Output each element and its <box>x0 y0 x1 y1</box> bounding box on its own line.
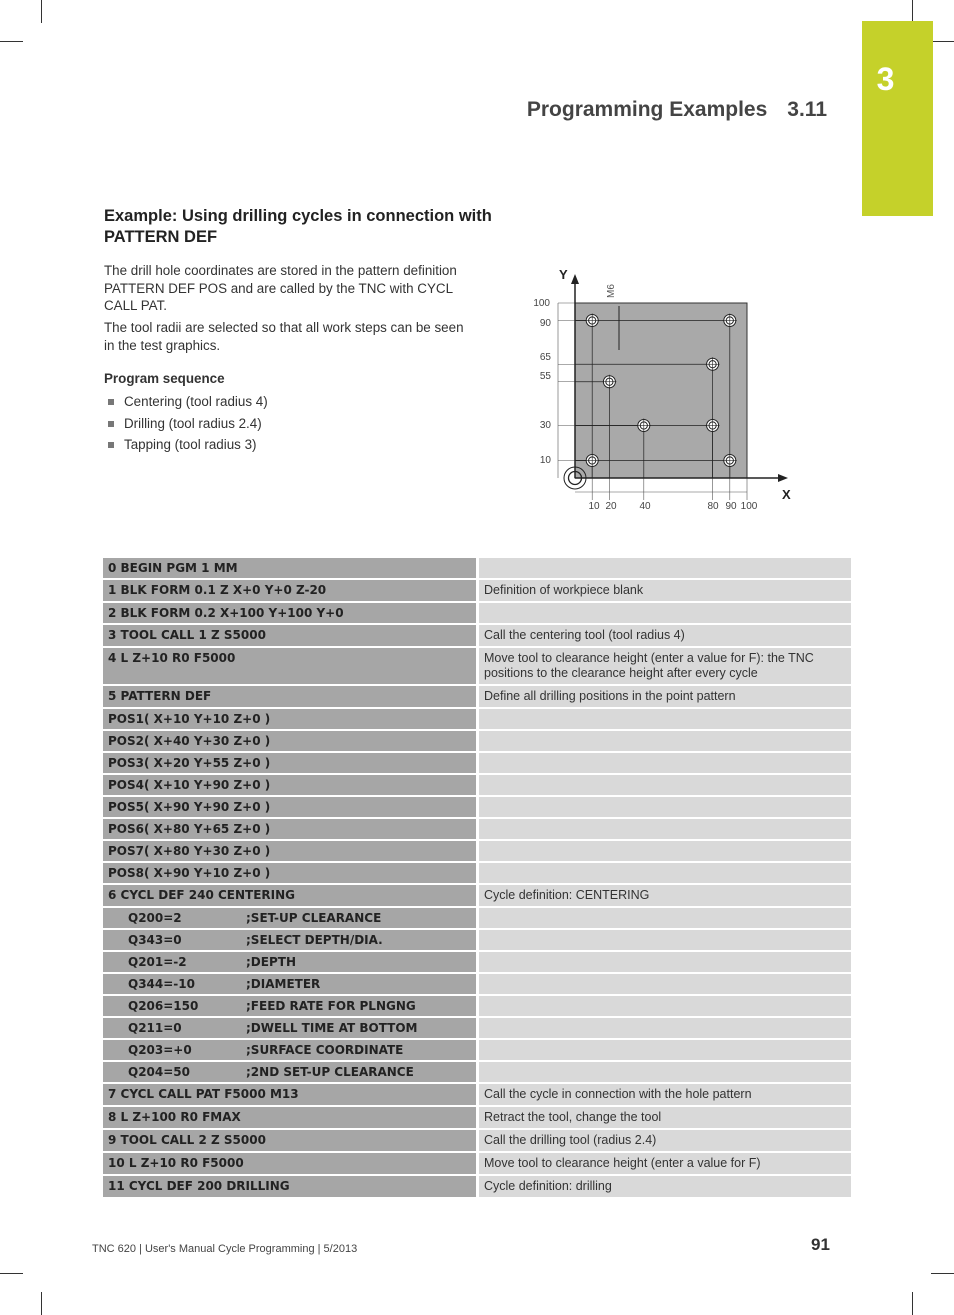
running-header <box>527 98 827 122</box>
cycle-parameter-comment: ;DEPTH <box>246 955 296 969</box>
program-row <box>103 1084 851 1105</box>
cycle-parameter-comment: ;DIAMETER <box>246 977 321 991</box>
program-row <box>103 1062 851 1082</box>
chapter-tab <box>862 21 933 216</box>
program-row <box>103 648 851 684</box>
x-tick-label: 10 <box>588 501 600 512</box>
block-comment <box>476 952 851 972</box>
y-tick-label: 55 <box>539 371 551 382</box>
nc-block <box>103 1062 476 1082</box>
block-comment: Definition of workpiece blank <box>476 580 851 601</box>
program-row <box>103 1040 851 1060</box>
nc-block: 1 BLK FORM 0.1 Z X+0 Y+0 Z-20 <box>103 580 476 601</box>
program-row <box>103 775 851 795</box>
crop-mark <box>41 0 42 23</box>
program-row <box>103 1018 851 1038</box>
cycle-parameter: Q203=+0 <box>128 1043 192 1057</box>
program-row <box>103 996 851 1016</box>
thread-label: M6 <box>606 284 617 298</box>
program-row <box>103 819 851 839</box>
program-row <box>103 1176 851 1197</box>
cycle-parameter: Q200=2 <box>128 911 182 925</box>
nc-block: 11 CYCL DEF 200 DRILLING <box>103 1176 476 1197</box>
block-comment: Cycle definition: CENTERING <box>476 885 851 906</box>
nc-block: 9 TOOL CALL 2 Z S5000 <box>103 1130 476 1151</box>
block-comment <box>476 558 851 578</box>
block-comment: Call the drilling tool (radius 2.4) <box>476 1130 851 1151</box>
bullet-list <box>104 391 268 456</box>
program-row <box>103 731 851 751</box>
cycle-parameter-comment: ;FEED RATE FOR PLNGNG <box>246 999 416 1013</box>
block-comment: Cycle definition: drilling <box>476 1176 851 1197</box>
block-comment <box>476 775 851 795</box>
program-row <box>103 930 851 950</box>
cycle-parameter-comment: ;SURFACE COORDINATE <box>246 1043 404 1057</box>
block-comment <box>476 1040 851 1060</box>
nc-block: 3 TOOL CALL 1 Z S5000 <box>103 625 476 646</box>
example-title: Example: Using drilling cycles in connection with PATTERN DEF <box>104 207 492 246</box>
cycle-parameter-comment: ;2ND SET-UP CLEARANCE <box>246 1065 414 1079</box>
nc-block: 10 L Z+10 R0 F5000 <box>103 1153 476 1174</box>
nc-block: POS7( X+80 Y+30 Z+0 ) <box>103 841 476 861</box>
block-comment <box>476 753 851 773</box>
block-comment: Move tool to clearance height (enter a value for F) <box>476 1153 851 1174</box>
nc-block: POS6( X+80 Y+65 Z+0 ) <box>103 819 476 839</box>
program-row <box>103 753 851 773</box>
program-sequence-heading: Program sequence <box>104 371 225 386</box>
page-number: 91 <box>811 1235 830 1254</box>
program-row <box>103 974 851 994</box>
program-row <box>103 1153 851 1174</box>
program-row <box>103 580 851 601</box>
nc-block <box>103 952 476 972</box>
crop-mark <box>931 41 954 42</box>
program-row <box>103 863 851 883</box>
block-comment <box>476 841 851 861</box>
cycle-parameter: Q211=0 <box>128 1021 182 1035</box>
workpiece-plate <box>575 303 747 478</box>
y-axis-arrow <box>571 274 579 284</box>
program-row <box>103 625 851 646</box>
cycle-parameter-comment: ;SET-UP CLEARANCE <box>246 911 382 925</box>
program-row <box>103 952 851 972</box>
hole-pattern-drawing <box>520 262 800 520</box>
block-comment: Call the cycle in connection with the hole pattern <box>476 1084 851 1105</box>
y-tick-label: 30 <box>539 420 551 431</box>
x-tick-label: 90 <box>725 501 737 512</box>
nc-block: POS1( X+10 Y+10 Z+0 ) <box>103 709 476 729</box>
nc-block: 2 BLK FORM 0.2 X+100 Y+100 Y+0 <box>103 603 476 623</box>
block-comment <box>476 930 851 950</box>
nc-block <box>103 974 476 994</box>
header-section-number: 3.11 <box>787 98 827 121</box>
block-comment <box>476 996 851 1016</box>
program-row <box>103 709 851 729</box>
block-comment: Call the centering tool (tool radius 4) <box>476 625 851 646</box>
square-bullet-icon <box>108 442 114 448</box>
block-comment: Retract the tool, change the tool <box>476 1107 851 1128</box>
nc-program-table <box>103 556 851 1199</box>
list-item: Centering (tool radius 4) <box>104 391 268 413</box>
program-row <box>103 603 851 623</box>
list-item: Tapping (tool radius 3) <box>104 434 268 456</box>
y-tick-label: 65 <box>539 352 551 363</box>
cycle-parameter: Q343=0 <box>128 933 182 947</box>
nc-block: POS5( X+90 Y+90 Z+0 ) <box>103 797 476 817</box>
nc-block <box>103 930 476 950</box>
block-comment <box>476 603 851 623</box>
x-tick-label: 40 <box>639 501 651 512</box>
crop-mark <box>912 1292 913 1315</box>
block-comment <box>476 797 851 817</box>
cycle-parameter: Q344=-10 <box>128 977 195 991</box>
cycle-parameter: Q204=50 <box>128 1065 191 1079</box>
nc-block: POS2( X+40 Y+30 Z+0 ) <box>103 731 476 751</box>
square-bullet-icon <box>108 399 114 405</box>
nc-block: POS8( X+90 Y+10 Z+0 ) <box>103 863 476 883</box>
x-axis-label: X <box>782 487 791 502</box>
y-axis-label: Y <box>559 267 568 282</box>
footer-text: TNC 620 | User's Manual Cycle Programming | 5/2013 <box>92 1243 358 1255</box>
cycle-parameter-comment: ;SELECT DEPTH/DIA. <box>246 933 383 947</box>
crop-mark <box>912 0 913 23</box>
nc-block: 0 BEGIN PGM 1 MM <box>103 558 476 578</box>
y-tick-labels <box>533 298 551 466</box>
program-row <box>103 686 851 707</box>
intro-paragraph: The drill hole coordinates are stored in the pattern definition PATTERN DEF POS and are called by the TNC with CYCL CALL PAT. <box>104 263 457 313</box>
intro-paragraph: The tool radii are selected so that all work steps can be seen in the test graphics. <box>104 320 464 353</box>
block-comment <box>476 731 851 751</box>
nc-block: POS3( X+20 Y+55 Z+0 ) <box>103 753 476 773</box>
program-row <box>103 797 851 817</box>
crop-mark <box>931 1273 954 1274</box>
crop-mark <box>41 1292 42 1315</box>
block-comment: Move tool to clearance height (enter a value for F): the TNC positions to the clearance height after every cycle <box>476 648 851 684</box>
nc-block: 6 CYCL DEF 240 CENTERING <box>103 885 476 906</box>
block-comment: Define all drilling positions in the point pattern <box>476 686 851 707</box>
block-comment <box>476 974 851 994</box>
cycle-parameter: Q201=-2 <box>128 955 187 969</box>
crop-mark <box>0 41 23 42</box>
nc-block <box>103 908 476 928</box>
x-tick-labels <box>588 501 757 512</box>
cycle-parameter-comment: ;DWELL TIME AT BOTTOM <box>246 1021 418 1035</box>
square-bullet-icon <box>108 421 114 427</box>
program-row <box>103 558 851 578</box>
nc-block: 7 CYCL CALL PAT F5000 M13 <box>103 1084 476 1105</box>
block-comment <box>476 1062 851 1082</box>
nc-block <box>103 996 476 1016</box>
block-comment <box>476 819 851 839</box>
program-row <box>103 908 851 928</box>
list-item: Drilling (tool radius 2.4) <box>104 413 268 435</box>
block-comment <box>476 1018 851 1038</box>
y-tick-label: 90 <box>539 318 551 329</box>
x-tick-label: 80 <box>707 501 719 512</box>
nc-block: 5 PATTERN DEF <box>103 686 476 707</box>
nc-block <box>103 1018 476 1038</box>
crop-mark <box>0 1273 23 1274</box>
x-axis-arrow <box>778 474 788 482</box>
program-row <box>103 1130 851 1151</box>
program-row <box>103 885 851 906</box>
nc-block <box>103 1040 476 1060</box>
y-tick-label: 10 <box>539 455 551 466</box>
x-tick-label: 20 <box>605 501 617 512</box>
block-comment <box>476 908 851 928</box>
y-tick-label: 100 <box>533 298 550 309</box>
block-comment <box>476 709 851 729</box>
program-row <box>103 1107 851 1128</box>
nc-block: 4 L Z+10 R0 F5000 <box>103 648 476 684</box>
nc-block: 8 L Z+100 R0 FMAX <box>103 1107 476 1128</box>
program-row <box>103 841 851 861</box>
chapter-number: 3 <box>876 61 895 97</box>
block-comment <box>476 863 851 883</box>
nc-block: POS4( X+10 Y+90 Z+0 ) <box>103 775 476 795</box>
x-tick-label: 100 <box>740 501 758 512</box>
cycle-parameter: Q206=150 <box>128 999 199 1013</box>
header-title: Programming Examples <box>526 98 768 121</box>
